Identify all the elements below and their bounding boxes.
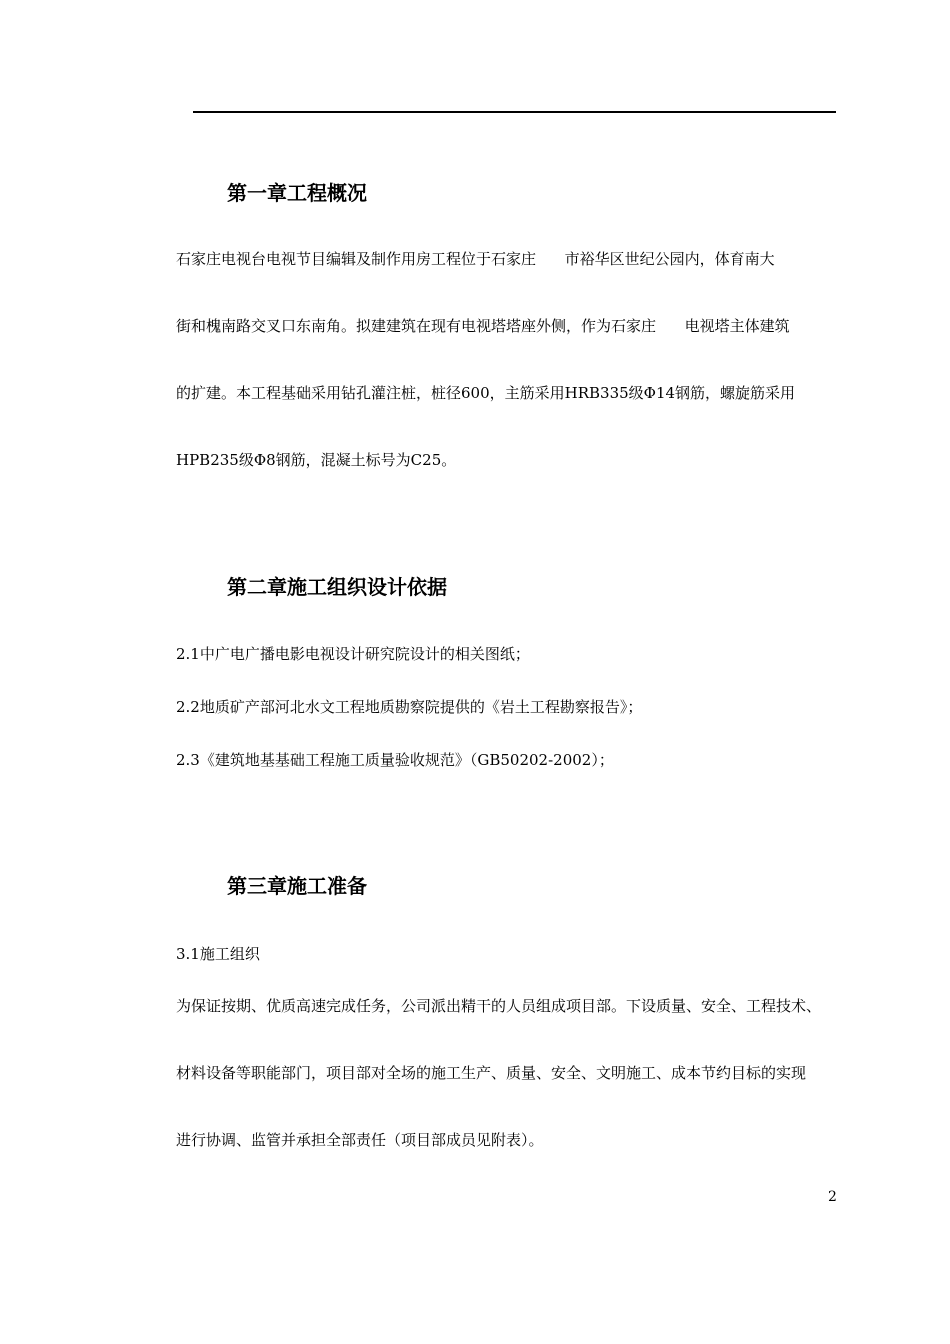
- chapter-2-line-1: 2.1中广电广播电影电视设计研究院设计的相关图纸；: [176, 645, 530, 663]
- chapter-3-line-2: 为保证按期、优质高速完成任务，公司派出精干的人员组成项目部。下设质量、安全、工程技术、: [176, 997, 822, 1015]
- chapter-3-line-4: 进行协调、监管并承担全部责任（项目部成员见附表）。: [176, 1131, 544, 1149]
- page-number: 2: [828, 1189, 837, 1205]
- chapter-2-line-2: 2.2地质矿产部河北水文工程地质勘察院提供的《岩土工程勘察报告》；: [176, 698, 643, 716]
- chapter-1-line-4: HPB235级Φ8钢筋，混凝土标号为C25。: [176, 451, 457, 469]
- chapter-2-title: 第二章施工组织设计依据: [227, 575, 447, 599]
- chapter-2-line-3: 2.3《建筑地基基础工程施工质量验收规范》（GB50202-2002）；: [176, 751, 614, 769]
- chapter-3-title: 第三章施工准备: [227, 874, 367, 898]
- chapter-1-line-2: 街和槐南路交叉口东南角。拟建建筑在现有电视塔塔座外侧，作为石家庄 电视塔主体建筑: [176, 317, 790, 335]
- chapter-1-line-3: 的扩建。本工程基础采用钻孔灌注桩，桩径600，主筋采用HRB335级Φ14钢筋，螺旋筋采用: [176, 384, 796, 402]
- chapter-3-line-3: 材料设备等职能部门，项目部对全场的施工生产、质量、安全、文明施工、成本节约目标的实现: [176, 1064, 807, 1082]
- header-rule: [193, 111, 836, 113]
- chapter-3-line-1: 3.1施工组织: [176, 945, 260, 963]
- chapter-1-line-1: 石家庄电视台电视节目编辑及制作用房工程位于石家庄 市裕华区世纪公园内，体育南大: [176, 250, 775, 268]
- chapter-1-title: 第一章工程概况: [227, 181, 367, 205]
